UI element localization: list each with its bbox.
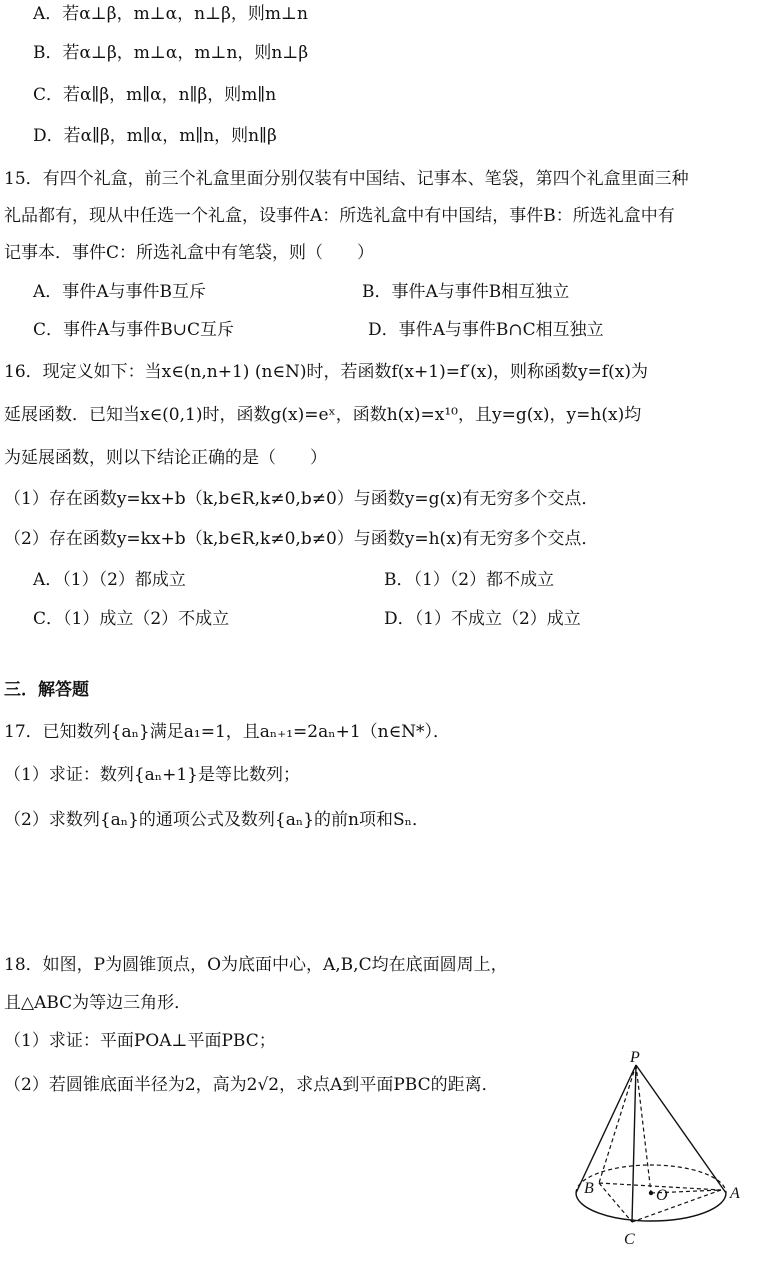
- q18-stem-line-2: 且△ABC为等边三角形．: [4, 993, 192, 1013]
- cone-base-front-arc: [576, 1193, 726, 1221]
- q17-part-2: （2）求数列{aₙ}的通项公式及数列{aₙ}的前n项和Sₙ．: [4, 810, 430, 830]
- q15-option-a: A．事件A与事件B互斥: [33, 282, 207, 302]
- q15-option-b: B．事件A与事件B相互独立: [362, 282, 570, 302]
- label-a: A: [730, 1185, 740, 1202]
- q16-stem-line-1: 16．现定义如下：当x∈(n,n+1) (n∈N)时，若函数f(x+1)=f′(x)，则称函数y=f(x)为: [4, 362, 648, 382]
- edge-ac: [632, 1190, 721, 1222]
- q15-stem-line-2: 礼品都有，现从中任选一个礼盒，设事件A：所选礼盒中有中国结，事件B：所选礼盒中有: [4, 206, 675, 226]
- q16-option-d: D．（1）不成立（2）成立: [384, 609, 581, 629]
- q14-option-c: C．若α∥β，m∥α，n∥β，则m∥n: [33, 85, 277, 105]
- q15-option-c: C．事件A与事件B∪C互斥: [33, 320, 235, 340]
- q14-option-a: A．若α⊥β，m⊥α，n⊥β，则m⊥n: [33, 4, 308, 24]
- q16-statement-1: （1）存在函数y=kx+b（k,b∈R,k≠0,b≠0）与函数y=g(x)有无穷多个交点．: [4, 489, 599, 509]
- label-p: P: [630, 1050, 640, 1066]
- q18-part-2: （2）若圆锥底面半径为2，高为2√2，求点A到平面PBC的距离．: [4, 1075, 499, 1095]
- cone-base-back-arc: [576, 1165, 726, 1193]
- edge-pb: [599, 1065, 636, 1183]
- q14-option-d: D．若α∥β，m∥α，m∥n，则n∥β: [33, 126, 277, 146]
- q16-option-c: C．（1）成立（2）不成立: [33, 609, 230, 629]
- label-b: B: [584, 1180, 594, 1197]
- section-heading: 三．解答题: [4, 680, 89, 700]
- edge-bc: [599, 1183, 632, 1222]
- q15-stem-line-1: 15．有四个礼盒，前三个礼盒里面分别仅装有中国结、记事本、笔袋，第四个礼盒里面三种: [4, 169, 689, 189]
- q16-option-b: B．（1）（2）都不成立: [384, 570, 555, 590]
- q16-statement-2: （2）存在函数y=kx+b（k,b∈R,k≠0,b≠0）与函数y=h(x)有无穷多个交点．: [4, 529, 599, 549]
- label-c: C: [624, 1231, 635, 1248]
- label-o: O: [656, 1187, 668, 1204]
- q15-stem-line-3: 记事本．事件C：所选礼盒中有笔袋，则（ ）: [4, 243, 375, 263]
- q16-option-a: A．（1）（2）都成立: [33, 570, 186, 590]
- cone-figure: [568, 1050, 768, 1255]
- q18-stem-line-1: 18．如图，P为圆锥顶点，O为底面中心，A,B,C均在底面圆周上，: [4, 955, 508, 975]
- center-point-o: [649, 1191, 653, 1195]
- q17-stem: 17．已知数列{aₙ}满足a₁=1，且aₙ₊₁=2aₙ+1（n∈N*）．: [4, 722, 451, 742]
- cone-right-edge: [636, 1065, 726, 1193]
- edge-pc: [632, 1065, 636, 1222]
- q14-option-b: B．若α⊥β，m⊥α，m⊥n，则n⊥β: [33, 43, 309, 63]
- q18-part-1: （1）求证：平面POA⊥平面PBC；: [4, 1031, 276, 1051]
- q16-stem-line-2: 延展函数．已知当x∈(0,1)时，函数g(x)=eˣ，函数h(x)=x¹⁰，且y=g(x)，y=h(x)均: [4, 405, 642, 425]
- q16-stem-line-3: 为延展函数，则以下结论正确的是（ ）: [4, 448, 327, 468]
- q15-option-d: D．事件A与事件B∩C相互独立: [368, 320, 604, 340]
- q17-part-1: （1）求证：数列{aₙ+1}是等比数列；: [4, 765, 300, 785]
- cone-left-edge: [576, 1065, 636, 1193]
